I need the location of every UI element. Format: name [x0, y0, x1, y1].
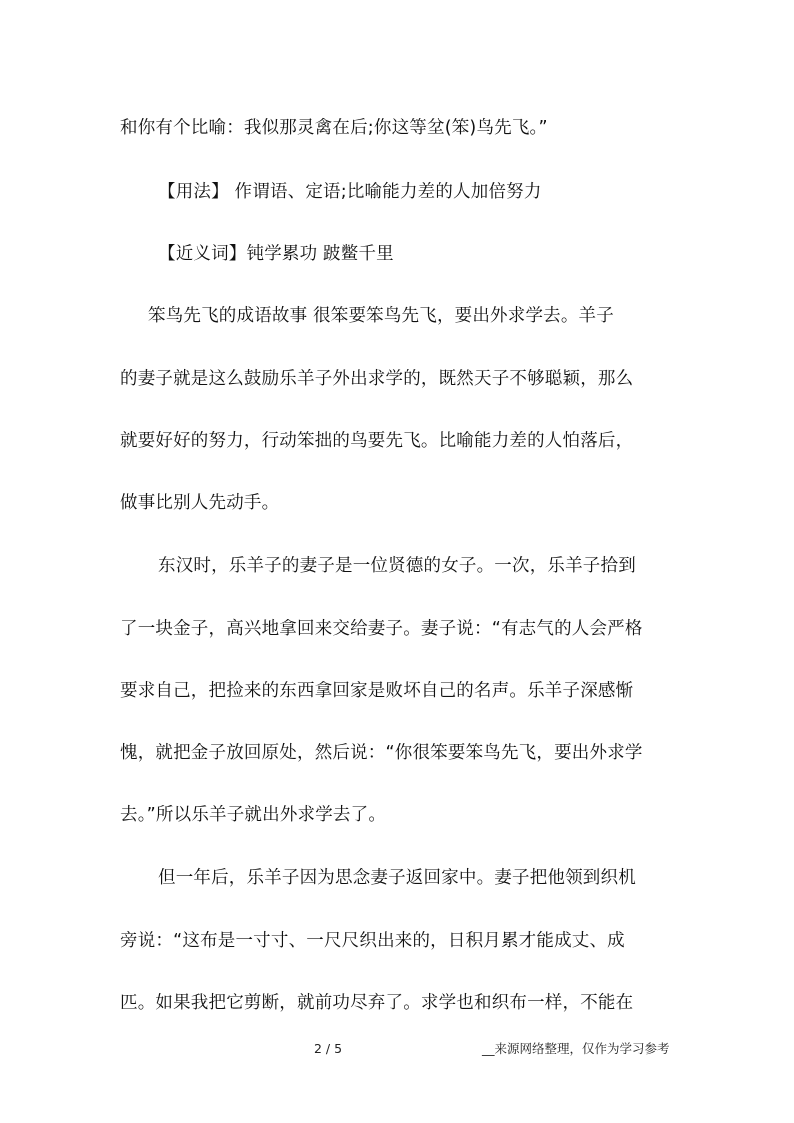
text-line-1: 和你有个比喻：我似那灵禽在后;你这等坌(笨)鸟先飞。”	[120, 118, 548, 138]
text-line-11: 愧，就把金子放回原处，然后说：“你很笨要笨鸟先飞，要出外求学	[120, 743, 643, 763]
text-line-8: 东汉时，乐羊子的妻子是一位贤德的女子。一次，乐羊子拾到	[158, 556, 636, 576]
story-title-line: 笨鸟先飞的成语故事 很笨要笨鸟先飞，要出外求学去。羊子	[148, 306, 614, 326]
source-note: __来源网络整理，仅作为学习参考	[482, 1041, 670, 1056]
usage-line: 【用法】 作谓语、定语;比喻能力差的人加倍努力	[158, 182, 542, 202]
text-line-10: 要求自己，把捡来的东西拿回家是败坏自己的名声。乐羊子深感惭	[120, 681, 634, 701]
page-number: 2 / 5	[314, 1041, 343, 1056]
text-line-7: 做事比别人先动手。	[120, 493, 280, 513]
synonyms-line: 【近义词】钝学累功 跛鳖千里	[158, 244, 394, 264]
text-line-14: 旁说：“这布是一寸寸、一尺尺织出来的，日积月累才能成丈、成	[120, 931, 625, 951]
text-line-12: 去。”所以乐羊子就出外求学去了。	[120, 805, 387, 825]
text-line-15: 匹。如果我把它剪断，就前功尽弃了。求学也和织布一样，不能在	[120, 993, 634, 1013]
text-line-5: 的妻子就是这么鼓励乐羊子外出求学的，既然天子不够聪颖，那么	[120, 369, 634, 389]
text-line-13: 但一年后，乐羊子因为思念妻子返回家中。妻子把他领到织机	[158, 868, 636, 888]
text-line-6: 就要好好的努力，行动笨拙的鸟要先飞。比喻能力差的人怕落后，	[120, 431, 634, 451]
text-line-9: 了一块金子，高兴地拿回来交给妻子。妻子说：“有志气的人会严格	[120, 619, 643, 639]
